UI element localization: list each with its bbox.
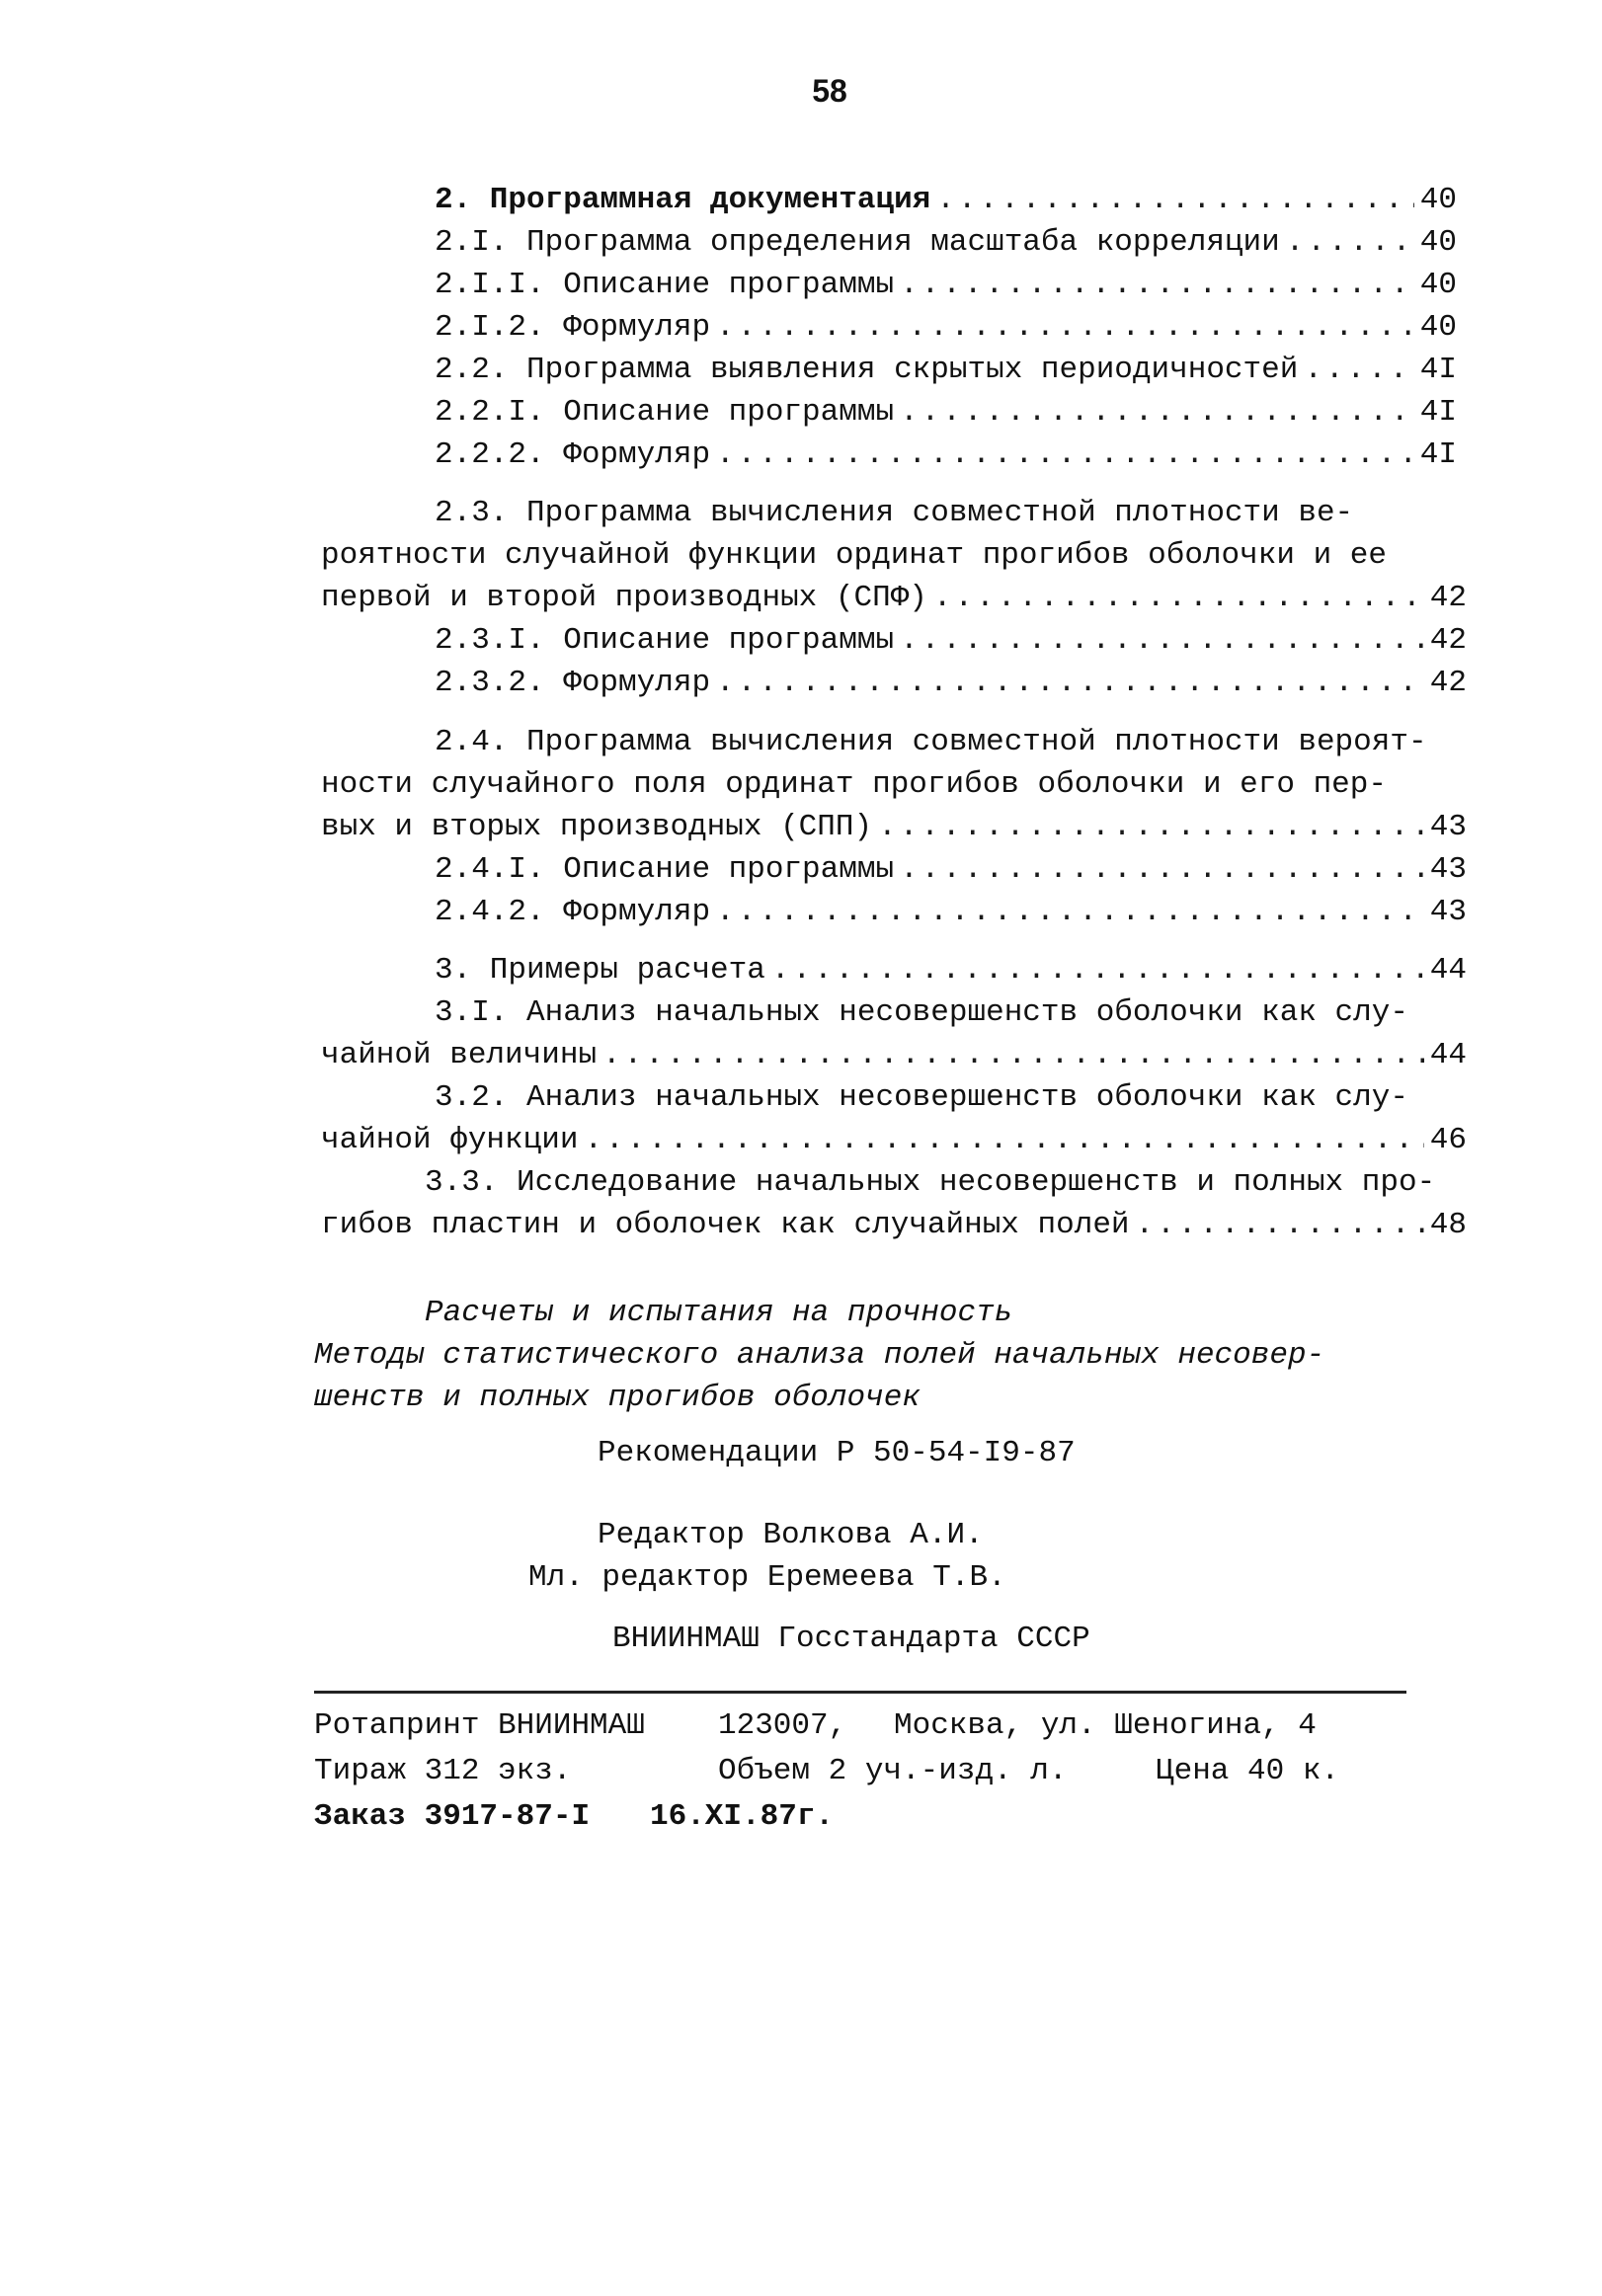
toc-leader-dots (771, 951, 1424, 990)
junior-editor: Мл. редактор Еремеева Т.В. (528, 1560, 1006, 1595)
toc-entry-line: 2.4. Программа вычисления совместной плотности вероят- (435, 725, 1427, 759)
toc-entry-line: роятности случайной функции ординат прогибов оболочки и ее (321, 538, 1387, 573)
circulation: Тираж 312 экз. (314, 1754, 572, 1788)
publisher: ВНИИНМАШ Госстандарта СССР (612, 1622, 1090, 1656)
toc-entry-label: 2.2. Программа выявления скрытых периодичностей (435, 353, 1299, 387)
toc-entry-page: 4I (1419, 353, 1457, 387)
toc-entry-page: 40 (1419, 225, 1457, 260)
document-title-line: шенств и полных прогибов оболочек (314, 1381, 921, 1415)
toc-entry-page: 44 (1429, 1038, 1467, 1072)
toc-entry-page: 44 (1429, 953, 1467, 988)
toc-leader-dots (584, 1121, 1423, 1160)
toc-leader-dots (716, 308, 1414, 348)
recommendations-designation: Рекомендации Р 50-54-I9-87 (598, 1436, 1076, 1470)
page-number: 58 (812, 73, 847, 109)
toc-leader-dots (900, 266, 1414, 305)
toc-entry (435, 893, 1467, 932)
toc-entry (435, 308, 1457, 348)
toc-leader-dots (900, 393, 1414, 433)
price: Цена 40 к. (1156, 1754, 1340, 1788)
toc-entry-label: 3. Примеры расчета (435, 953, 765, 988)
toc-entry (435, 393, 1457, 433)
toc-entry-page: 4I (1419, 395, 1457, 430)
toc-entry-label: 2.4.I. Описание программы (435, 852, 895, 887)
toc-entry-page: 46 (1429, 1123, 1467, 1157)
toc-entry (435, 435, 1457, 475)
toc-entry-label: чайной величины (321, 1038, 598, 1072)
toc-entry (435, 351, 1457, 390)
toc-entry (435, 850, 1467, 890)
toc-entry (435, 664, 1467, 703)
toc-entry-page: 4I (1419, 437, 1457, 472)
toc-entry-line: 3.2. Анализ начальных несовершенств оболочки как слу- (435, 1080, 1408, 1115)
toc-entry-label: 2.2.2. Формуляр (435, 437, 711, 472)
toc-leader-dots (900, 621, 1424, 661)
toc-entry-label: 2.4.2. Формуляр (435, 895, 711, 929)
address: Москва, ул. Шеногина, 4 (894, 1708, 1317, 1743)
toc-entry-page: 43 (1429, 810, 1467, 844)
toc-entry-label: первой и второй производных (СПФ) (321, 581, 927, 615)
toc-leader-dots (716, 893, 1424, 932)
order-number: Заказ 3917-87-I (314, 1799, 591, 1834)
toc-leader-dots (878, 808, 1424, 847)
address-code: 123007, (718, 1708, 847, 1743)
toc-entry (435, 951, 1467, 990)
toc-leader-dots (936, 181, 1413, 220)
document-title-line: Методы статистического анализа полей начальных несовер- (314, 1338, 1325, 1373)
editor: Редактор Волкова А.И. (598, 1518, 984, 1552)
toc-leader-dots (1286, 223, 1414, 263)
toc-entry-label: 2.2.I. Описание программы (435, 395, 895, 430)
toc-entry (321, 579, 1467, 618)
toc-leader-dots (900, 850, 1424, 890)
toc-leader-dots (933, 579, 1424, 618)
toc-entry-label: 2.3.I. Описание программы (435, 623, 895, 658)
toc-entry-label: вых и вторых производных (СПП) (321, 810, 873, 844)
toc-entry (435, 266, 1457, 305)
toc-entry (321, 1036, 1467, 1075)
toc-entry (435, 181, 1457, 220)
toc-leader-dots (716, 664, 1424, 703)
toc-entry (321, 1121, 1467, 1160)
toc-entry (321, 808, 1467, 847)
toc-entry-page: 43 (1429, 852, 1467, 887)
toc-entry-line: ности случайного поля ординат прогибов оболочки и его пер- (321, 767, 1387, 802)
toc-entry-label: 2.I.I. Описание программы (435, 268, 895, 302)
toc-entry-page: 40 (1419, 268, 1457, 302)
volume: Объем 2 уч.-изд. л. (718, 1754, 1068, 1788)
toc-entry (321, 1206, 1467, 1245)
toc-entry-label: гибов пластин и оболочек как случайных полей (321, 1208, 1130, 1242)
toc-entry-page: 40 (1419, 310, 1457, 345)
toc-entry-page: 42 (1429, 581, 1467, 615)
toc-entry-label: 2.3.2. Формуляр (435, 666, 711, 700)
toc-entry-label: 2.I. Программа определения масштаба корреляции (435, 225, 1280, 260)
toc-entry-page: 40 (1419, 183, 1457, 217)
divider-rule (314, 1691, 1406, 1694)
toc-entry-label: чайной функции (321, 1123, 579, 1157)
toc-leader-dots (602, 1036, 1424, 1075)
print-date: 16.XI.87г. (650, 1799, 835, 1834)
toc-entry-line: 3.I. Анализ начальных несовершенств оболочки как слу- (435, 995, 1408, 1030)
toc-entry-page: 43 (1429, 895, 1467, 929)
toc-leader-dots (1136, 1206, 1424, 1245)
toc-entry-line: 3.3. Исследование начальных несовершенств и полных про- (425, 1165, 1436, 1200)
toc-entry-label: 2. Программная документация (435, 183, 931, 217)
series-title: Расчеты и испытания на прочность (425, 1296, 1013, 1330)
toc-leader-dots (716, 435, 1414, 475)
toc-entry-page: 48 (1429, 1208, 1467, 1242)
toc-entry (435, 621, 1467, 661)
toc-entry (435, 223, 1457, 263)
toc-entry-page: 42 (1429, 666, 1467, 700)
toc-leader-dots (1304, 351, 1413, 390)
toc-entry-label: 2.I.2. Формуляр (435, 310, 711, 345)
rotaprint: Ротапринт ВНИИНМАШ (314, 1708, 645, 1743)
toc-entry-line: 2.3. Программа вычисления совместной плотности ве- (435, 496, 1354, 530)
toc-entry-page: 42 (1429, 623, 1467, 658)
